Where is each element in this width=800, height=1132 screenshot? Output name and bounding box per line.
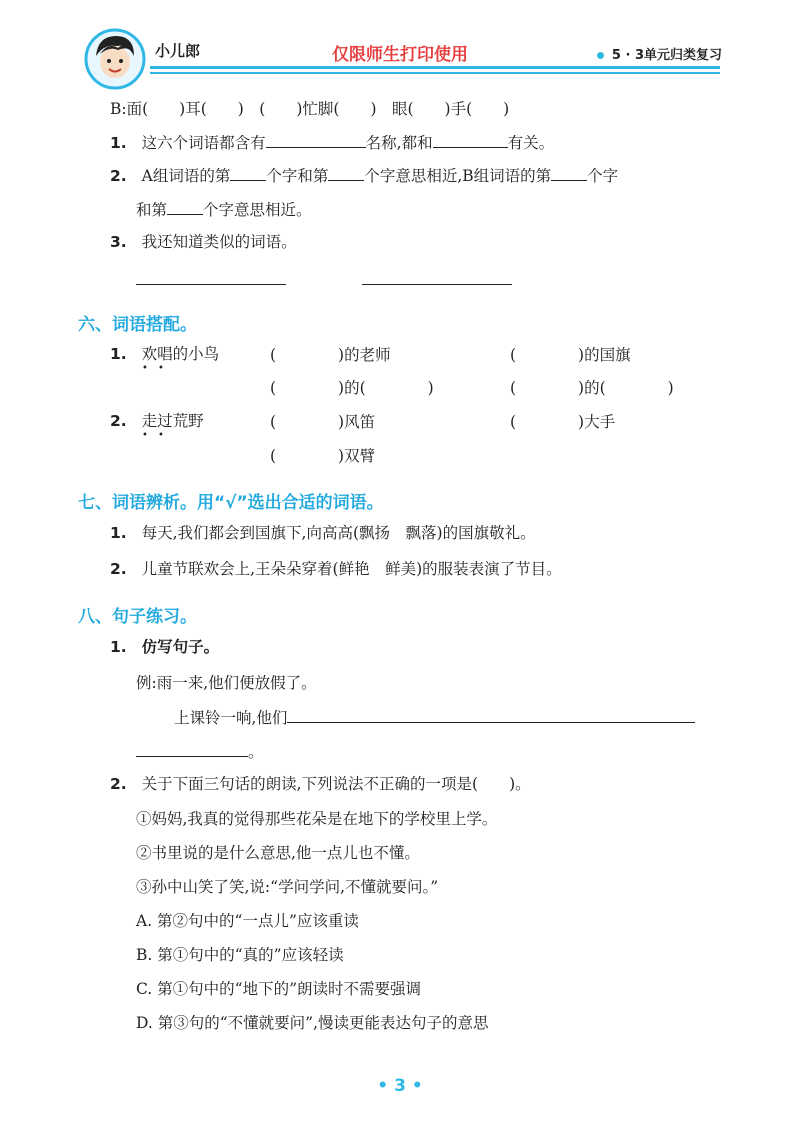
section-6-title: 六、词语搭配。	[78, 315, 197, 335]
example-sentence: 例:雨一来,他们便放假了。	[136, 674, 317, 692]
prompt-word: 欢唱的小鸟	[141, 345, 220, 363]
answer-blank[interactable]	[551, 164, 587, 181]
item-number: 2.	[110, 560, 127, 578]
answer-blank[interactable]	[136, 268, 286, 285]
answer-option-d[interactable]: D. 第③句的“不懂就要问”,慢读更能表达句子的意思	[136, 1014, 489, 1032]
reading-sentence: ①妈妈,我真的觉得那些花朵是在地下的学校里上学。	[136, 810, 498, 828]
item-text: 名称,都和	[365, 134, 433, 152]
item-number: 1.	[110, 345, 127, 363]
end-punctuation: 。	[248, 743, 264, 761]
item-text: 个字	[587, 167, 619, 185]
item-text: 个字意思相近,B组词语的第	[364, 167, 552, 185]
item-number: 1.	[110, 524, 127, 542]
page-number: • 3 •	[377, 1076, 423, 1096]
q6-item-2	[110, 410, 204, 432]
answer-option-b[interactable]: B. 第①句中的“真的”应该轻读	[136, 946, 344, 964]
q8-item-2	[110, 773, 531, 795]
match-blank[interactable]: ( )的老师	[270, 346, 391, 364]
q6-item-1	[110, 343, 219, 365]
logo-text: 小儿郎	[155, 42, 201, 60]
item-number: 2.	[110, 167, 127, 185]
item-text: A组词语的第	[141, 167, 231, 185]
match-blank[interactable]: ( )的( )	[270, 379, 434, 397]
q8-item-1	[110, 636, 219, 658]
item-text: 有关。	[507, 134, 555, 152]
section-7-title: 七、词语辨析。用“√”选出合适的词语。	[78, 493, 384, 513]
prompt-text: 上课铃一响,他们	[174, 709, 288, 727]
header-rule	[150, 66, 720, 69]
answer-option-c[interactable]: C. 第①句中的“地下的”朗读时不需要强调	[136, 980, 422, 998]
print-restriction-notice: 仅限师生打印使用	[332, 45, 468, 65]
answer-blank[interactable]	[362, 268, 512, 285]
item-number: 2.	[110, 775, 127, 793]
answer-blank[interactable]	[266, 131, 366, 148]
page-header	[0, 0, 800, 92]
item-text[interactable]: 儿童节联欢会上,王朵朵穿着(鲜艳 鲜美)的服装表演了节目。	[141, 560, 562, 578]
item-text: 个字意思相近。	[203, 201, 312, 219]
group-b-line: B:面( )耳( ) ( )忙脚( ) 眼( )手( )	[110, 100, 510, 118]
question-text: 关于下面三句话的朗读,下列说法不正确的一项是( )。	[141, 775, 531, 793]
prompt-word: 走过荒野	[141, 412, 204, 430]
reading-sentence: ③孙中山笑了笑,说:“学问学问,不懂就要问。”	[136, 878, 439, 896]
item-number: 3.	[110, 233, 127, 251]
item-number: 1.	[110, 134, 127, 152]
answer-blank[interactable]	[433, 131, 508, 148]
match-blank[interactable]: ( )大手	[510, 413, 616, 431]
q5-item-2-cont	[136, 198, 312, 221]
item-text: 这六个词语都含有	[141, 134, 266, 152]
match-blank[interactable]: ( )的国旗	[510, 346, 631, 364]
q5-item-1	[110, 131, 554, 154]
answer-blank[interactable]	[230, 164, 266, 181]
bullet-dot-icon	[597, 52, 604, 59]
section-8-title: 八、句子练习。	[78, 607, 197, 627]
item-text[interactable]: 每天,我们都会到国旗下,向高高(飘扬 飘落)的国旗敬礼。	[141, 524, 536, 542]
item-text: 和第	[136, 201, 168, 219]
answer-blank[interactable]	[167, 198, 203, 215]
item-number: 1.	[110, 638, 127, 656]
series-label	[597, 44, 722, 63]
item-title: 仿写句子。	[141, 638, 220, 656]
answer-blank[interactable]	[136, 740, 248, 757]
series-text: 5 · 3单元归类复习	[611, 48, 722, 63]
header-rule-thin	[150, 72, 720, 74]
answer-option-a[interactable]: A. 第②句中的“一点儿”应该重读	[136, 912, 359, 930]
q7-item-1	[110, 522, 536, 544]
q7-item-2	[110, 558, 562, 580]
imitation-prompt	[174, 706, 695, 729]
reading-sentence: ②书里说的是什么意思,他一点儿也不懂。	[136, 844, 420, 862]
item-number: 2.	[110, 412, 127, 430]
q5-item-2	[110, 164, 618, 187]
match-blank[interactable]: ( )风笛	[270, 413, 376, 431]
answer-blank[interactable]	[328, 164, 364, 181]
imitation-continuation	[136, 740, 264, 763]
match-blank[interactable]: ( )的( )	[510, 379, 674, 397]
match-blank[interactable]: ( )双臂	[270, 447, 376, 465]
item-text: 个字和第	[266, 167, 329, 185]
answer-blank[interactable]	[287, 706, 695, 723]
item-text: 我还知道类似的词语。	[141, 233, 297, 251]
q5-item-3	[110, 231, 297, 253]
